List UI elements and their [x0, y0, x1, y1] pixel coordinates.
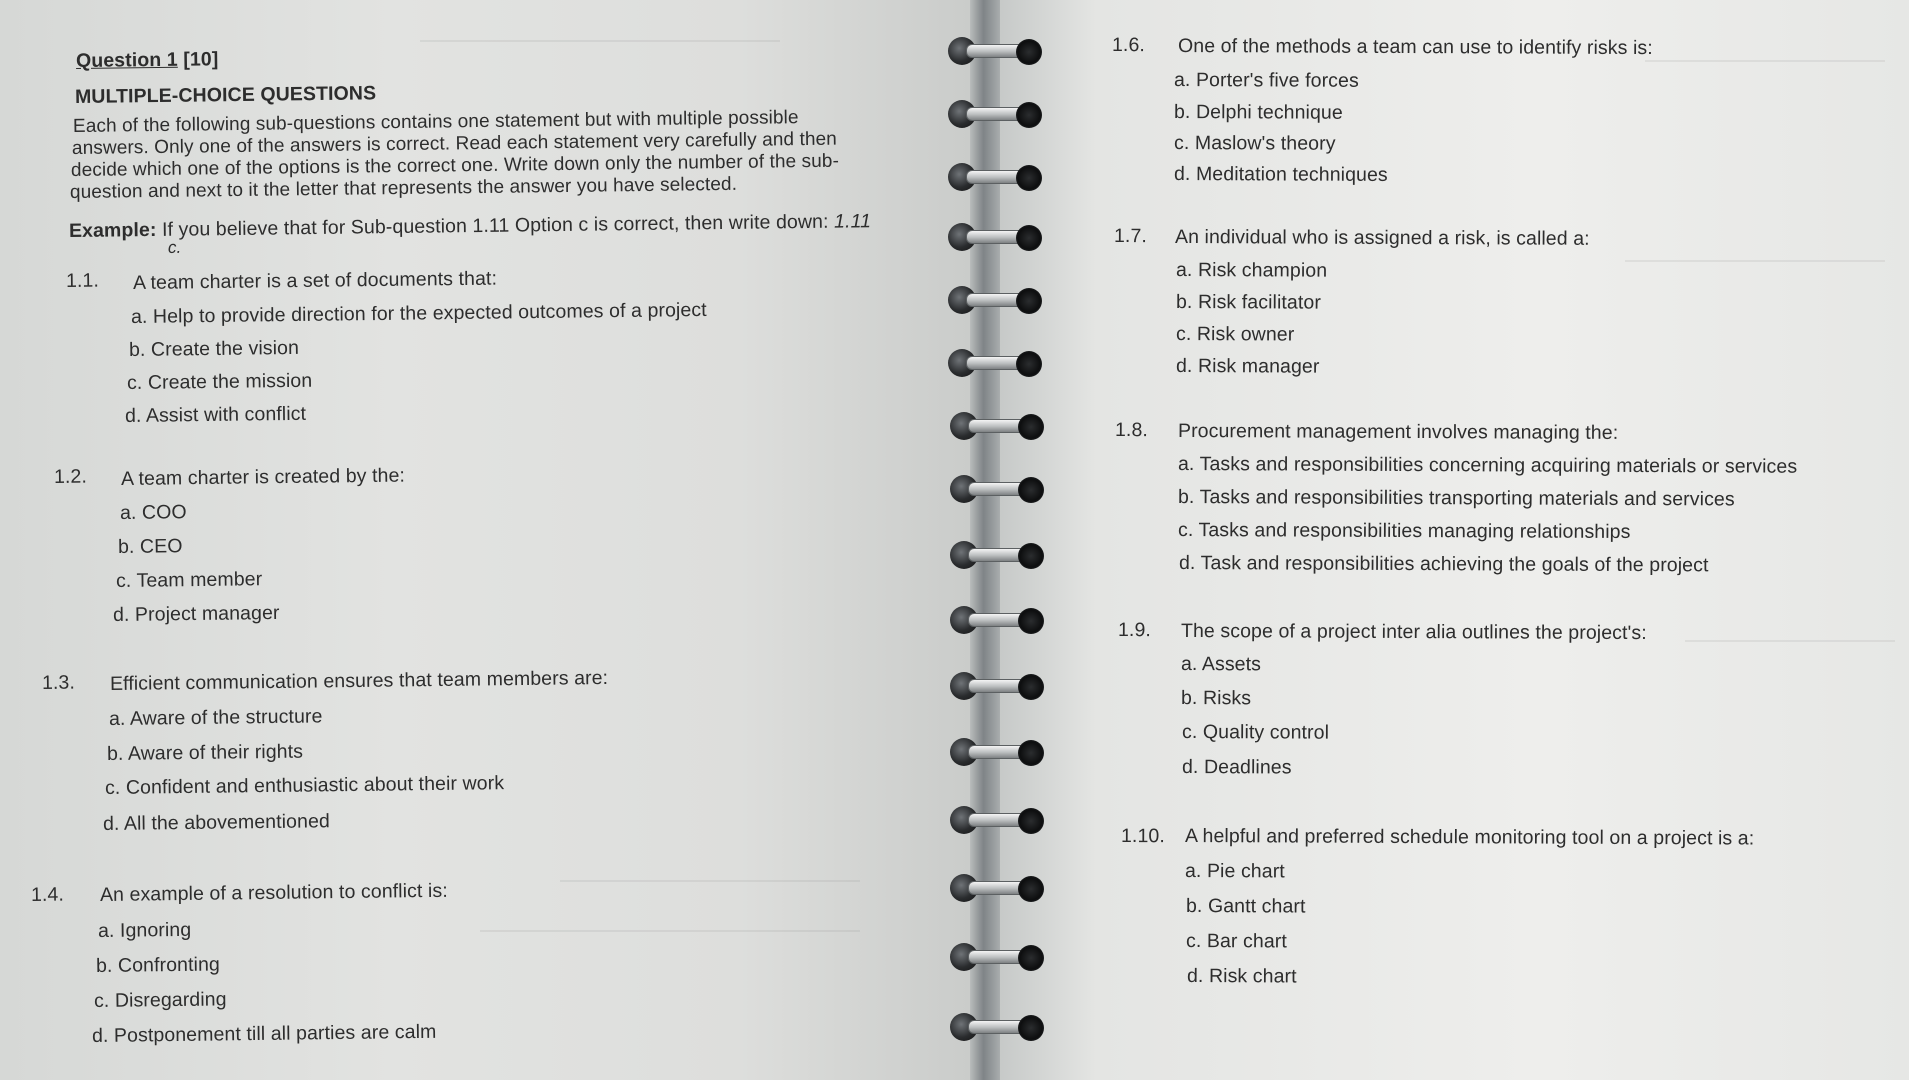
answer-option: b. Confronting: [95, 953, 221, 977]
question-text: An individual who is assigned a risk, is called a:: [1174, 226, 1590, 250]
example-line: [69, 210, 871, 243]
question-text: The scope of a project inter alia outlines the project's:: [1180, 620, 1647, 645]
question-text: One of the methods a team can use to identify risks is:: [1177, 35, 1653, 60]
question-text: An example of a resolution to conflict is:: [99, 879, 448, 906]
spiral-ring: [948, 36, 1048, 66]
spiral-ring: [950, 605, 1050, 635]
spiral-ring: [950, 671, 1050, 701]
answer-option: d. Deadlines: [1181, 756, 1292, 779]
answer-option: d. Risk chart: [1186, 965, 1297, 988]
answer-option: b. Delphi technique: [1173, 101, 1343, 124]
spiral-ring: [950, 411, 1050, 441]
example-answer: 1.11: [833, 210, 872, 233]
answer-option: b. Aware of their rights: [106, 740, 304, 765]
right-page: [985, 0, 1909, 1080]
answer-option: c. Tasks and responsibilities managing relationships: [1177, 519, 1631, 543]
answer-option: d. Meditation techniques: [1173, 163, 1388, 186]
spiral-ring: [948, 285, 1048, 315]
question-number: 1.1.: [65, 269, 100, 292]
question-number: 1.7.: [1113, 225, 1147, 248]
question-text: A helpful and preferred schedule monitoring tool on a project is a:: [1184, 825, 1755, 850]
answer-option: a. Porter's five forces: [1173, 69, 1359, 92]
answer-option: b. Risks: [1180, 687, 1252, 710]
answer-option: a. Aware of the structure: [108, 705, 323, 730]
spiral-ring: [950, 737, 1050, 767]
question-number: 1.2.: [53, 465, 88, 488]
question-number: 1.3.: [41, 671, 76, 694]
question-number: 1.8.: [1114, 419, 1148, 442]
question-number: 1.4.: [30, 883, 65, 906]
instructions-line-1: Each of the following sub-questions contains one statement but with multiple possible: [72, 107, 799, 137]
answer-option: c. Maslow's theory: [1173, 132, 1336, 155]
answer-option: b. Gantt chart: [1185, 895, 1306, 918]
instructions-line-2: answers. Only one of the answers is correct. Read each statement very carefully and then: [71, 128, 838, 159]
answer-option: d. Risk manager: [1175, 355, 1320, 378]
question-text: Efficient communication ensures that team members are:: [109, 666, 609, 695]
spiral-ring: [948, 222, 1048, 252]
answer-option: c. Bar chart: [1185, 930, 1287, 953]
spiral-ring: [948, 348, 1048, 378]
instructions-line-4: question and next to it the letter that represents the answer you have selected.: [69, 173, 738, 203]
spiral-ring: [950, 540, 1050, 570]
answer-option: a. Pie chart: [1184, 860, 1285, 883]
answer-option: d. Task and responsibilities achieving the goals of the project: [1178, 552, 1709, 577]
example-answer-letter: c.: [167, 237, 182, 257]
answer-option: c. Risk owner: [1175, 323, 1295, 346]
spiral-ring: [950, 1012, 1050, 1042]
spiral-ring: [950, 805, 1050, 835]
answer-option: a. Assets: [1180, 653, 1262, 676]
answer-option: a. COO: [119, 501, 187, 524]
question-number: 1.9.: [1117, 619, 1151, 642]
question-number: 1.10.: [1120, 825, 1165, 848]
example-text: If you believe that for Sub-question 1.11 Option c is correct, then write down:: [161, 210, 829, 241]
section-heading: MULTIPLE-CHOICE QUESTIONS: [74, 82, 377, 108]
answer-option: c. Team member: [115, 568, 263, 592]
spiral-ring: [950, 942, 1050, 972]
question-marks: [10]: [183, 48, 219, 71]
answer-option: c. Quality control: [1181, 721, 1330, 744]
answer-option: b. Tasks and responsibilities transporting materials and services: [1177, 486, 1735, 511]
question-text: Procurement management involves managing the:: [1177, 420, 1619, 444]
answer-option: d. All the abovementioned: [102, 810, 331, 835]
question-heading: [76, 48, 219, 73]
answer-option: a. Tasks and responsibilities concerning acquiring materials or services: [1177, 453, 1798, 478]
instructions-line-3: decide which one of the options is the correct one. Write down only the number of the sub-: [70, 150, 840, 181]
answer-option: b. Create the vision: [128, 336, 300, 361]
answer-option: a. Help to provide direction for the expected outcomes of a project: [130, 298, 707, 328]
answer-option: c. Disregarding: [93, 988, 227, 1012]
answer-option: d. Project manager: [112, 601, 280, 626]
spiral-ring: [948, 99, 1048, 129]
answer-option: a. Risk champion: [1175, 259, 1328, 282]
example-label: Example:: [68, 218, 157, 242]
question-title: Question 1: [75, 48, 178, 72]
answer-option: c. Confident and enthusiastic about their work: [104, 772, 505, 799]
answer-option: c. Create the mission: [126, 369, 313, 394]
answer-option: d. Assist with conflict: [124, 402, 307, 427]
answer-option: d. Postponement till all parties are calm: [91, 1020, 437, 1047]
answer-option: b. CEO: [117, 535, 183, 558]
spiral-ring: [948, 162, 1048, 192]
answer-option: b. Risk facilitator: [1175, 291, 1322, 314]
answer-option: a. Ignoring: [97, 918, 192, 942]
question-text: A team charter is a set of documents that:: [132, 267, 498, 294]
spiral-ring: [950, 474, 1050, 504]
question-text: A team charter is created by the:: [120, 464, 406, 490]
question-number: 1.6.: [1111, 34, 1145, 57]
spiral-ring: [950, 873, 1050, 903]
